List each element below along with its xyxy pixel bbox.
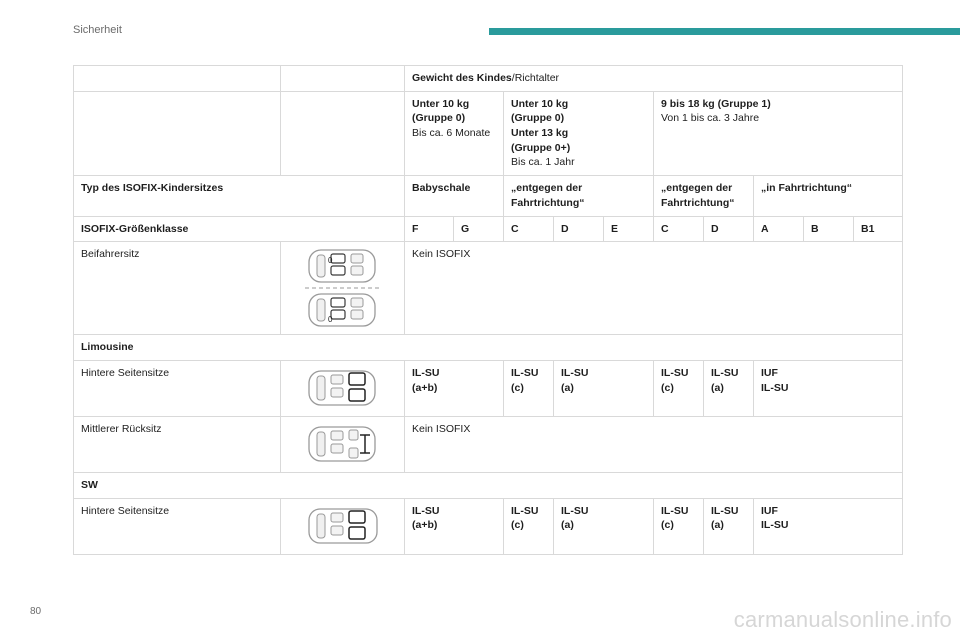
rear-middle-seat-value: Kein ISOFIX [405, 416, 903, 472]
type-rear-facing-1: „entgegen der Fahrtrichtung“ [504, 176, 654, 216]
svg-text:0: 0 [327, 256, 332, 266]
group-1: 9 bis 18 kg (Gruppe 1) Von 1 bis ca. 3 Jahre [654, 91, 903, 175]
seat-type-row [74, 176, 903, 216]
size-class-cell: B [804, 216, 854, 242]
size-class-cell: C [504, 216, 554, 242]
weight-header-cell: Gewicht des Kindes/Richtalter [405, 66, 903, 92]
rear-outer-limo-value-3: IL-SU (a) [554, 360, 654, 416]
size-class-cell: B1 [854, 216, 903, 242]
header-accent-bar [489, 28, 960, 35]
car-rear-outer-seats-sw-icon [303, 503, 383, 549]
rear-middle-seat-row [74, 416, 903, 472]
rear-outer-sw-value-2: IL-SU (c) [504, 498, 554, 554]
size-class-cell: C [654, 216, 704, 242]
rear-middle-seat-diagram [281, 416, 405, 472]
rear-outer-sw-value-3: IL-SU (a) [554, 498, 654, 554]
passenger-seat-diagram [281, 242, 405, 335]
watermark: carmanualsonline.info [733, 607, 952, 632]
section-title: Sicherheit [73, 24, 122, 36]
section-sw: SW [74, 472, 903, 498]
type-forward-facing: „in Fahrtrichtung“ [754, 176, 903, 216]
rear-outer-limo-value-5: IL-SU (a) [704, 360, 754, 416]
rear-outer-seats-limousine-row [74, 360, 903, 416]
car-front-seat-icon [303, 246, 383, 330]
car-rear-middle-seat-icon [303, 421, 383, 467]
seat-type-label: Typ des ISOFIX-Kindersitzes [74, 176, 405, 216]
size-class-cell: D [704, 216, 754, 242]
size-class-cell: F [405, 216, 454, 242]
rear-outer-seats-label: Hintere Seitensitze [74, 498, 281, 554]
size-class-row [74, 216, 903, 242]
rear-outer-seats-diagram [281, 360, 405, 416]
rear-outer-limo-value-4: IL-SU (c) [654, 360, 704, 416]
weight-header-row [74, 66, 903, 92]
rear-outer-sw-value-4: IL-SU (c) [654, 498, 704, 554]
type-rear-facing-2: „entgegen der Fahrtrichtung“ [654, 176, 754, 216]
group-0-infant: Unter 10 kg (Gruppe 0) Bis ca. 6 Monate [405, 91, 504, 175]
page-number: 80 [30, 606, 42, 617]
isofix-table [73, 65, 903, 555]
rear-outer-seats-label: Hintere Seitensitze [74, 360, 281, 416]
rear-outer-sw-value-6: IUF IL-SU [754, 498, 903, 554]
size-class-cell: A [754, 216, 804, 242]
passenger-seat-label: Beifahrersitz [74, 242, 281, 335]
passenger-seat-row [74, 242, 903, 335]
rear-middle-seat-label: Mittlerer Rücksitz [74, 416, 281, 472]
rear-outer-limo-value-1: IL-SU (a+b) [405, 360, 504, 416]
groups-row [74, 91, 903, 175]
rear-outer-sw-value-1: IL-SU (a+b) [405, 498, 504, 554]
rear-outer-seats-sw-row [74, 498, 903, 554]
rear-outer-seats-sw-diagram [281, 498, 405, 554]
rear-outer-limo-value-6: IUF IL-SU [754, 360, 903, 416]
size-class-label: ISOFIX-Größenklasse [74, 216, 405, 242]
passenger-seat-value: Kein ISOFIX [405, 242, 903, 335]
section-limousine: Limousine [74, 335, 903, 361]
group-0-plus: Unter 10 kg (Gruppe 0) Unter 13 kg (Gruppe 0+) Bis ca. 1 Jahr [504, 91, 654, 175]
rear-outer-sw-value-5: IL-SU (a) [704, 498, 754, 554]
rear-outer-limo-value-2: IL-SU (c) [504, 360, 554, 416]
size-class-cell: G [454, 216, 504, 242]
size-class-cell: D [554, 216, 604, 242]
svg-text:0: 0 [327, 315, 332, 325]
size-class-cell: E [604, 216, 654, 242]
type-infant-carrier: Babyschale [405, 176, 504, 216]
car-rear-outer-seats-icon [303, 365, 383, 411]
